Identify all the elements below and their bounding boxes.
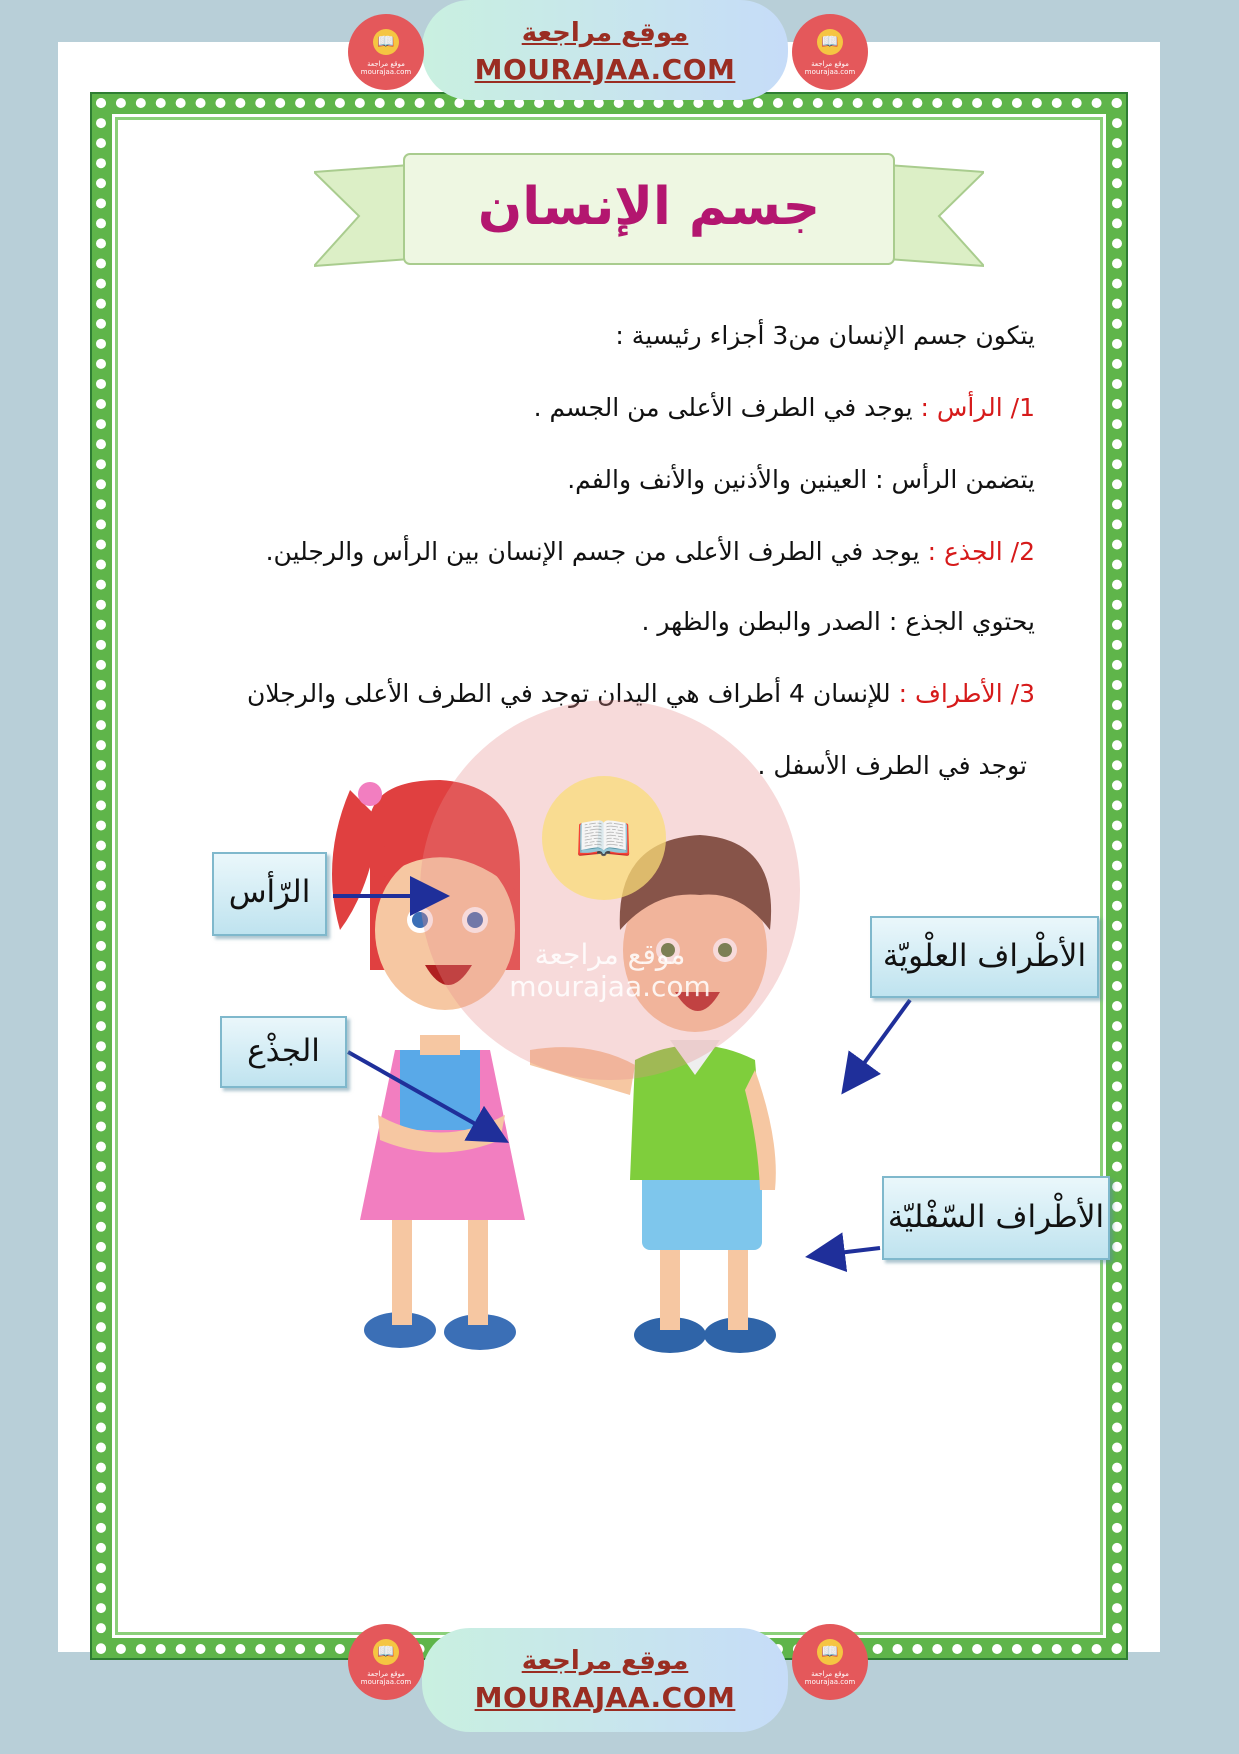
limbs-definition: 3/ الأطراف : للإنسان 4 أطراف هي اليدان توجد في الطرف الأعلى والرجلان: [246, 679, 1035, 708]
limbs-continuation: توجد في الطرف الأسفل .: [757, 751, 1027, 780]
site-logo-icon: 📖 موقع مراجعة mourajaa.com: [348, 1624, 424, 1700]
trunk-contents: يحتوي الجذع : الصدر والبطن والظهر .: [641, 607, 1035, 636]
watermark: 📖 موقع مراجعة mourajaa.com: [420, 700, 800, 1080]
site-domain: MOURAJAA.COM: [474, 1681, 736, 1714]
intro-line: يتكون جسم الإنسان من3 أجزاء رئيسية :: [615, 321, 1035, 350]
site-domain: MOURAJAA.COM: [474, 53, 736, 86]
site-logo-icon: 📖 موقع مراجعة mourajaa.com: [348, 14, 424, 90]
trunk-definition: 2/ الجذع : يوجد في الطرف الأعلى من جسم الإنسان بين الرأس والرجلين.: [265, 537, 1035, 566]
page-title: جسم الإنسان: [477, 177, 821, 237]
label-upper-limbs: الأطْراف العلْويّة: [870, 916, 1099, 998]
site-logo-icon: 📖 موقع مراجعة mourajaa.com: [792, 14, 868, 90]
site-logo-icon: 📖 موقع مراجعة mourajaa.com: [792, 1624, 868, 1700]
book-icon: 📖: [542, 776, 666, 900]
site-name: موقع مراجعة: [521, 1646, 689, 1676]
label-head: الرّأس: [212, 852, 327, 936]
label-lower-limbs: الأطْراف السّفْليّة: [882, 1176, 1110, 1260]
site-badge-bottom[interactable]: [422, 1628, 788, 1732]
head-contents: يتضمن الرأس : العينين والأذنين والأنف والفم.: [567, 465, 1035, 494]
site-name: موقع مراجعة: [521, 18, 689, 48]
head-definition: 1/ الرأس : يوجد في الطرف الأعلى من الجسم .: [533, 393, 1035, 422]
label-trunk: الجذْع: [220, 1016, 347, 1088]
